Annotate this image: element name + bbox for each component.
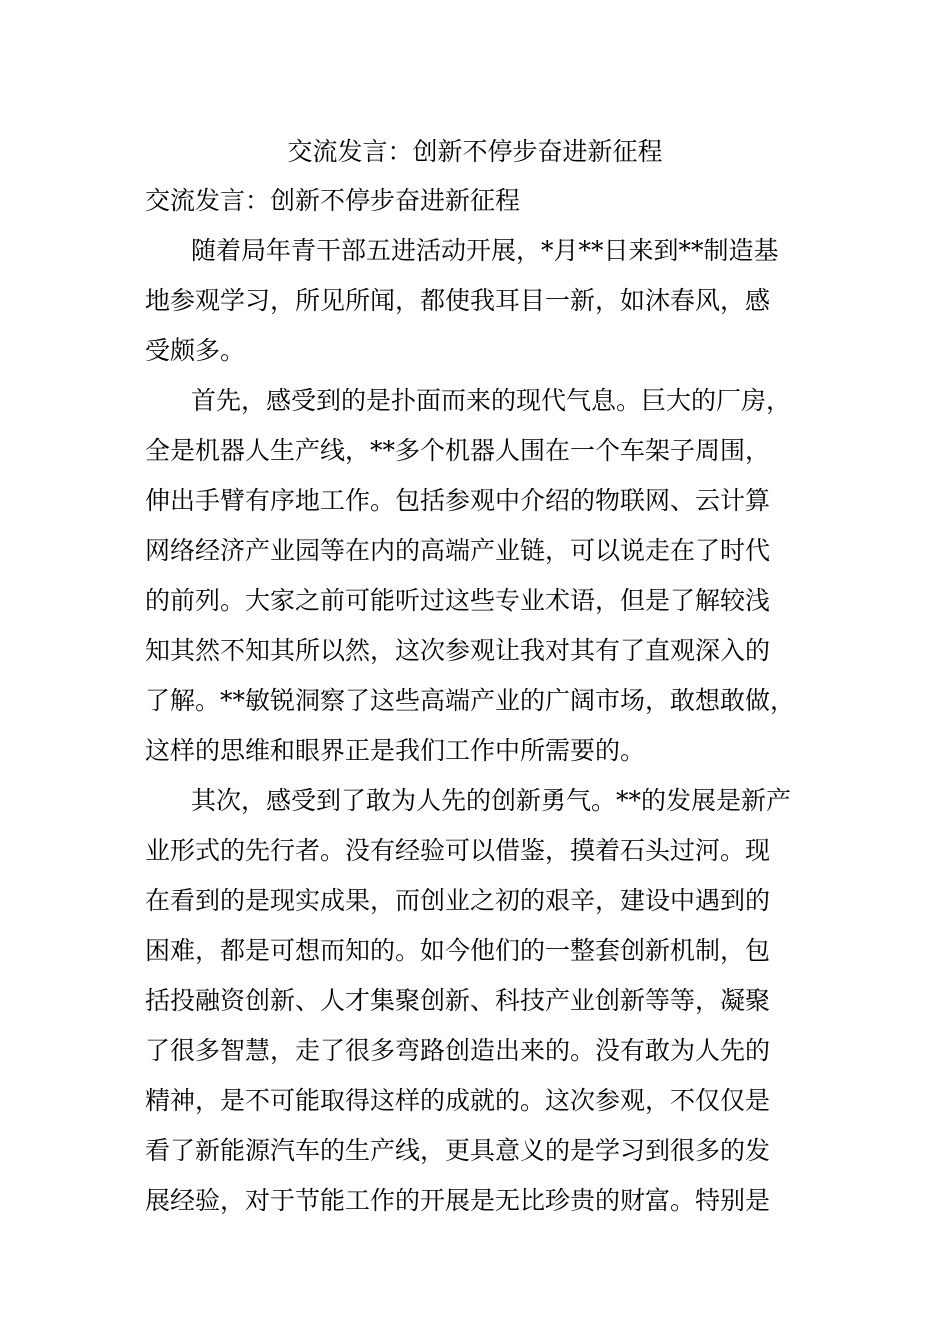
paragraph-line: 括投融资创新、人才集聚创新、科技产业创新等等，凝聚 [145,986,771,1015]
paragraph-line: 业形式的先行者。没有经验可以借鉴，摸着石头过河。现 [145,836,771,865]
paragraph-line: 在看到的是现实成果，而创业之初的艰辛，建设中遇到的 [145,886,771,915]
document-heading: 交流发言：创新不停步奋进新征程 [145,186,521,215]
paragraph-line: 了解。**敏锐洞察了这些高端产业的广阔市场，敢想敢做， [145,686,796,715]
paragraph-line: 其次，感受到了敢为人先的创新勇气。**的发展是新产 [191,786,792,815]
paragraph-line: 随着局年青干部五进活动开展，*月**日来到**制造基 [191,236,779,265]
paragraph-line: 地参观学习，所见所闻，都使我耳目一新，如沐春风，感 [145,286,771,315]
paragraph-line: 困难，都是可想而知的。如今他们的一整套创新机制，包 [145,936,771,965]
paragraph-line: 这样的思维和眼界正是我们工作中所需要的。 [145,736,646,765]
paragraph-line: 的前列。大家之前可能听过这些专业术语，但是了解较浅 [145,586,771,615]
paragraph-line: 首先，感受到的是扑面而来的现代气息。巨大的厂房， [191,386,792,415]
paragraph-line: 看了新能源汽车的生产线，更具意义的是学习到很多的发 [145,1136,771,1165]
paragraph-line: 网络经济产业园等在内的高端产业链，可以说走在了时代 [145,536,771,565]
paragraph-line: 受颇多。 [145,336,246,365]
paragraph-line: 全是机器人生产线，**多个机器人围在一个车架子周围， [145,436,771,465]
paragraph-line: 知其然不知其所以然，这次参观让我对其有了直观深入的 [145,636,771,665]
paragraph-line: 了很多智慧，走了很多弯路创造出来的。没有敢为人先的 [145,1036,771,1065]
paragraph-line: 展经验，对于节能工作的开展是无比珍贵的财富。特别是 [145,1186,771,1215]
document-title: 交流发言：创新不停步奋进新征程 [287,137,663,166]
paragraph-line: 精神，是不可能取得这样的成就的。这次参观，不仅仅是 [145,1086,771,1115]
paragraph-line: 伸出手臂有序地工作。包括参观中介绍的物联网、云计算 [145,486,771,515]
